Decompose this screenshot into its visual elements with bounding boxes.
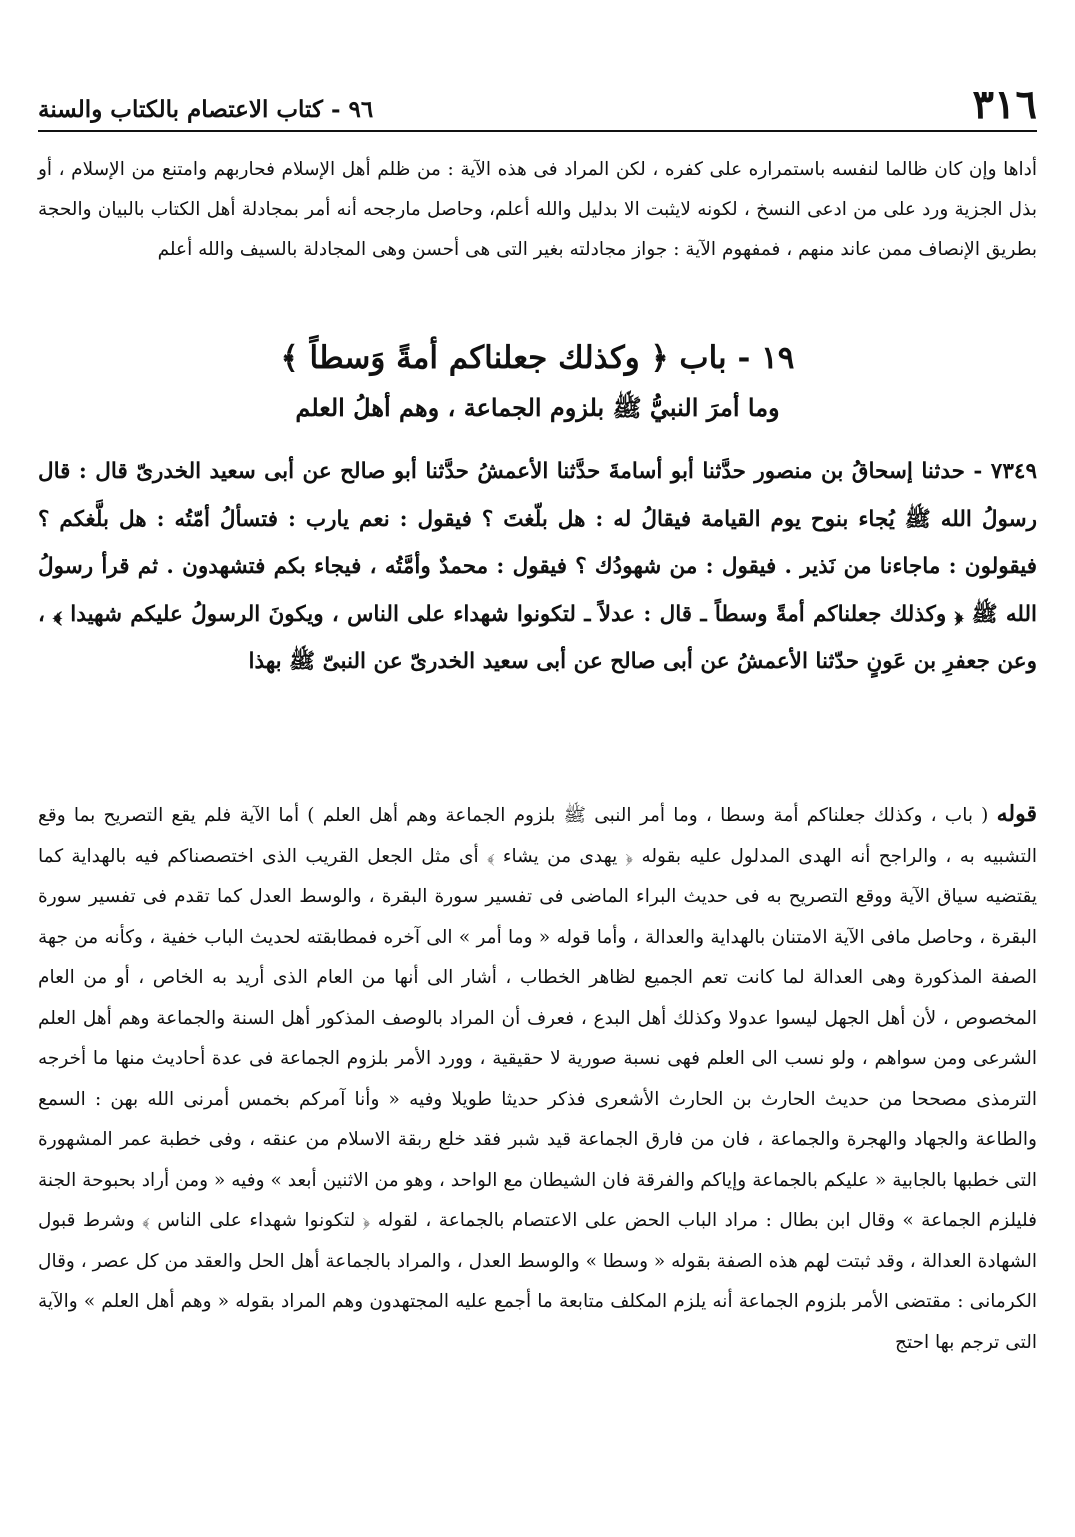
page-header <box>38 78 1037 132</box>
chapter-subtitle: وما أمرَ النبيُّ ﷺ بلزوم الجماعة ، وهم أهلُ العلم <box>295 393 780 422</box>
intro-text: أداها وإن كان ظالما لنفسه باستمراره على كفره ، لكن المراد فى هذه الآية : من ظلم أهل الإسلام فحاربهم وامتنع من الإسلام ، أو بذل الجزية ورد على من ادعى النسخ ، لكونه لايثبت الا بدليل والله أعلم، وحاصل مارجحه أنه أمر بمجادلة أهل الكتاب بالبيان والحجة بطريق الإنصاف ممن عاند منهم ، فمفهوم الآية : جواز مجادلته بغير التى هى أحسن وهى المجادلة بالسيف والله أعلم <box>38 159 1037 260</box>
hadith-block <box>38 448 1037 686</box>
commentary-block <box>38 794 1037 1363</box>
intro-paragraph <box>38 150 1037 270</box>
commentary-lead: قوله <box>996 801 1037 827</box>
hadith-text: ٧٣٤٩ - حدثنا إسحاقُ بن منصور حدَّثنا أبو أسامةَ حدَّثنا الأعمشُ حدَّثنا أبو صالح عن أبى سعيد الخدرىّ قال : قال رسولُ الله ﷺ يُجاء بنوح يوم القيامة فيقالُ له : هل بلّغتَ ؟ فيقول : نعم يارب : فتسألُ أمّتُه : هل بلَّغكم ؟ فيقولون : ماجاءنا من نَذير . فيقول : من شهودُك ؟ فيقول : محمدٌ وأمَّتُه ، فيجاء بكم فتشهدون . ثم قرأ رسولُ الله ﷺ ﴿ وكذلك جعلناكم أمةً وسطاً ـ قال : عدلاً ـ لتكونوا شهداء على الناس ، ويكونَ الرسولُ عليكم شهيدا ﴾ ، وعن جعفرِ بن عَونٍ حدّثنا الأعمشُ عن أبى صالح عن أبى سعيد الخدرىّ عن النبىّ ﷺ بهذا <box>38 459 1037 674</box>
chapter-heading <box>38 333 1037 433</box>
commentary-text: ( باب ، وكذلك جعلناكم أمة وسطا ، وما أمر النبى ﷺ بلزوم الجماعة وهم أهل العلم ) أما الآية فلم يقع التصريح بما وقع التشبيه به ، والراجح أنه الهدى المدلول عليه بقوله ﴿ يهدى من يشاء ﴾ أى مثل الجعل القريب الذى اختصصناكم فيه بالهداية كما يقتضيه سياق الآية ووقع التصريح به فى حديث البراء الماضى فى تفسير سورة البقرة ، والوسط العدل كما تقدم فى تفسير سورة البقرة ، وحاصل مافى الآية الامتنان بالهداية والعدالة ، وأما قوله « وما أمر » الى آخره فمطابقته لحديث الباب خفية ، وكأنه من جهة الصفة المذكورة وهى العدالة لما كانت تعم الجميع لظاهر الخطاب ، أشار الى أنها من العام الذى أريد به الخاص ، أو من العام المخصوص ، لأن أهل الجهل ليسوا عدولا وكذلك أهل البدع ، فعرف أن المراد بالوصف المذكور أهل السنة والجماعة وهم أهل العلم الشرعى ومن سواهم ، ولو نسب الى العلم فهى نسبة صورية لا حقيقية ، وورد الأمر بلزوم الجماعة فى عدة أحاديث منها ما أخرجه الترمذى مصححا من حديث الحارث بن الحارث الأشعرى فذكر حديثا طويلا وفيه « وأنا آمركم بخمس أمرنى الله بهن : السمع والطاعة والجهاد والهجرة والجماعة ، فان من فارق الجماعة قيد شبر فقد خلع ربقة الاسلام من عنقه ، وفى خطبة عمر المشهورة التى خطبها بالجابية « عليكم بالجماعة وإياكم والفرقة فان الشيطان مع الواحد ، وهو من الاثنين أبعد » وفيه « ومن أراد بحبوحة الجنة فليلزم الجماعة » وقال ابن بطال : مراد الباب الحض على الاعتصام بالجماعة ، لقوله ﴿ لتكونوا شهداء على الناس ﴾ وشرط قبول الشهادة العدالة ، وقد ثبتت لهم هذه الصفة بقوله « وسطا » والوسط العدل ، والمراد بالجماعة أهل الحل والعقد من كل عصر ، وقال الكرمانى : مقتضى الأمر بلزوم الجماعة أنه يلزم المكلف متابعة ما أجمع عليه المجتهدون وهم المراد بقوله « وهم أهل العلم » والآية التى ترجم بها احتج <box>38 805 1037 1353</box>
running-head: ٩٦ - كتاب الاعتصام بالكتاب والسنة <box>38 96 374 123</box>
page-number: ٣١٦ <box>972 81 1037 128</box>
chapter-title: ١٩ - باب ﴿ وكذلك جعلناكم أمةً وَسطاً ﴾ <box>280 340 795 376</box>
commentary-paragraph <box>38 794 1037 1363</box>
